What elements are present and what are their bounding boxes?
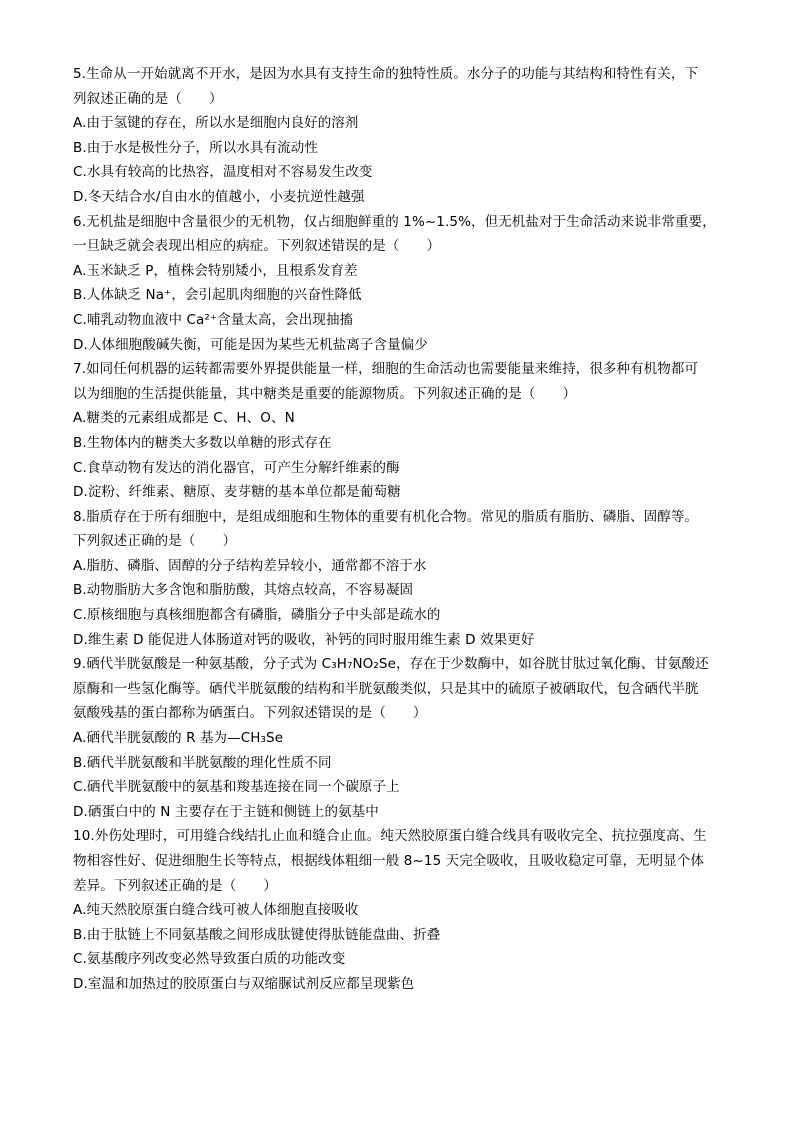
option-b: B.人体缺乏 Na⁺，会引起肌肉细胞的兴奋性降低: [73, 287, 362, 304]
option-c: C.食草动物有发达的消化器官，可产生分解纤维素的酶: [73, 459, 400, 476]
option-c: C.氨基酸序列改变必然导致蛋白质的功能改变: [73, 951, 346, 968]
option-d: D.维生素 D 能促进人体肠道对钙的吸收，补钙的同时服用维生素 D 效果更好: [73, 631, 535, 648]
option-d: D.人体细胞酸碱失衡，可能是因为某些无机盐离子含量偏少: [73, 336, 428, 353]
option-a: A.硒代半胱氨酸的 R 基为—CH₃Se: [73, 730, 284, 747]
question-5: [73, 62, 723, 210]
question-9: [73, 652, 723, 824]
option-d: D.冬天结合水/自由水的值越小，小麦抗逆性越强: [73, 188, 365, 205]
question-stem-line: 差异。下列叙述正确的是（ ）: [73, 877, 277, 894]
option-c: C.原核细胞与真核细胞都含有磷脂，磷脂分子中头部是疏水的: [73, 607, 441, 624]
question-stem-line: 一旦缺乏就会表现出相应的病症。下列叙述错误的是（ ）: [73, 238, 441, 255]
option-b: B.由于水是极性分子，所以水具有流动性: [73, 139, 318, 156]
option-d: D.淀粉、纤维素、糖原、麦芽糖的基本单位都是葡萄糖: [73, 484, 401, 501]
option-a: A.纯天然胶原蛋白缝合线可被人体细胞直接吸收: [73, 902, 359, 919]
exam-page: [73, 62, 723, 997]
question-8: [73, 505, 723, 653]
option-d: D.硒蛋白中的 N 主要存在于主链和侧链上的氨基中: [73, 803, 379, 820]
question-stem-line: 7.如同任何机器的运转都需要外界提供能量一样，细胞的生命活动也需要能量来维持，很多种有机物都可: [73, 361, 699, 378]
question-stem-line: 下列叙述正确的是（ ）: [73, 533, 237, 550]
question-stem-line: 9.硒代半胱氨酸是一种氨基酸，分子式为 C₃H₇NO₂Se，存在于少数酶中，如谷胱甘肽过氧化酶、甘氨酸还: [73, 656, 709, 673]
option-a: A.玉米缺乏 P，植株会特别矮小，且根系发育差: [73, 262, 358, 279]
option-a: A.由于氢键的存在，所以水是细胞内良好的溶剂: [73, 115, 359, 132]
question-stem-line: 8.脂质存在于所有细胞中，是组成细胞和生物体的重要有机化合物。常见的脂质有脂肪、磷脂、固醇等。: [73, 508, 699, 525]
question-10: [73, 824, 723, 996]
option-a: A.脂肪、磷脂、固醇的分子结构差异较小，通常都不溶于水: [73, 557, 427, 574]
option-c: C.硒代半胱氨酸中的氨基和羧基连接在同一个碳原子上: [73, 779, 400, 796]
question-stem-line: 5.生命从一开始就离不开水，是因为水具有支持生命的独特性质。水分子的功能与其结构和特性有关，下: [73, 66, 699, 82]
option-a: A.糖类的元素组成都是 C、H、O、N: [73, 410, 295, 427]
question-stem-line: 列叙述正确的是（ ）: [73, 90, 223, 107]
question-7: [73, 357, 723, 505]
option-b: B.生物体内的糖类大多数以单糖的形式存在: [73, 434, 332, 451]
option-d: D.室温和加热过的胶原蛋白与双缩脲试剂反应都呈现紫色: [73, 975, 415, 992]
option-c: C.哺乳动物血液中 Ca²⁺含量太高，会出现抽搐: [73, 311, 354, 328]
question-stem-line: 以为细胞的生活提供能量，其中糖类是重要的能源物质。下列叙述正确的是（ ）: [73, 385, 577, 402]
question-stem-line: 10.外伤处理时，可用缝合线结扎止血和缝合止血。纯天然胶原蛋白缝合线具有吸收完全、抗拉强度高、生: [73, 828, 707, 845]
question-stem-line: 物相容性好、促进细胞生长等特点，根据线体粗细一般 8~15 天完全吸收，且吸收稳定可靠，无明显个体: [73, 853, 705, 869]
option-b: B.硒代半胱氨酸和半胱氨酸的理化性质不同: [73, 754, 332, 771]
option-b: B.由于肽链上不同氨基酸之间形成肽键使得肽链能盘曲、折叠: [73, 926, 441, 943]
question-stem-line: 6.无机盐是细胞中含量很少的无机物，仅占细胞鲜重的 1%~1.5%，但无机盐对于生命活动来说非常重要，: [73, 213, 716, 230]
option-c: C.水具有较高的比热容，温度相对不容易发生改变: [73, 164, 373, 181]
option-b: B.动物脂肪大多含饱和脂肪酸，其熔点较高，不容易凝固: [73, 582, 414, 599]
question-stem-line: 氨酸残基的蛋白都称为硒蛋白。下列叙述错误的是（ ）: [73, 705, 427, 722]
question-stem-line: 原酶和一些氢化酶等。硒代半胱氨酸的结构和半胱氨酸类似，只是其中的硫原子被硒取代，包含硒代半胱: [73, 680, 699, 697]
question-6: [73, 210, 723, 358]
